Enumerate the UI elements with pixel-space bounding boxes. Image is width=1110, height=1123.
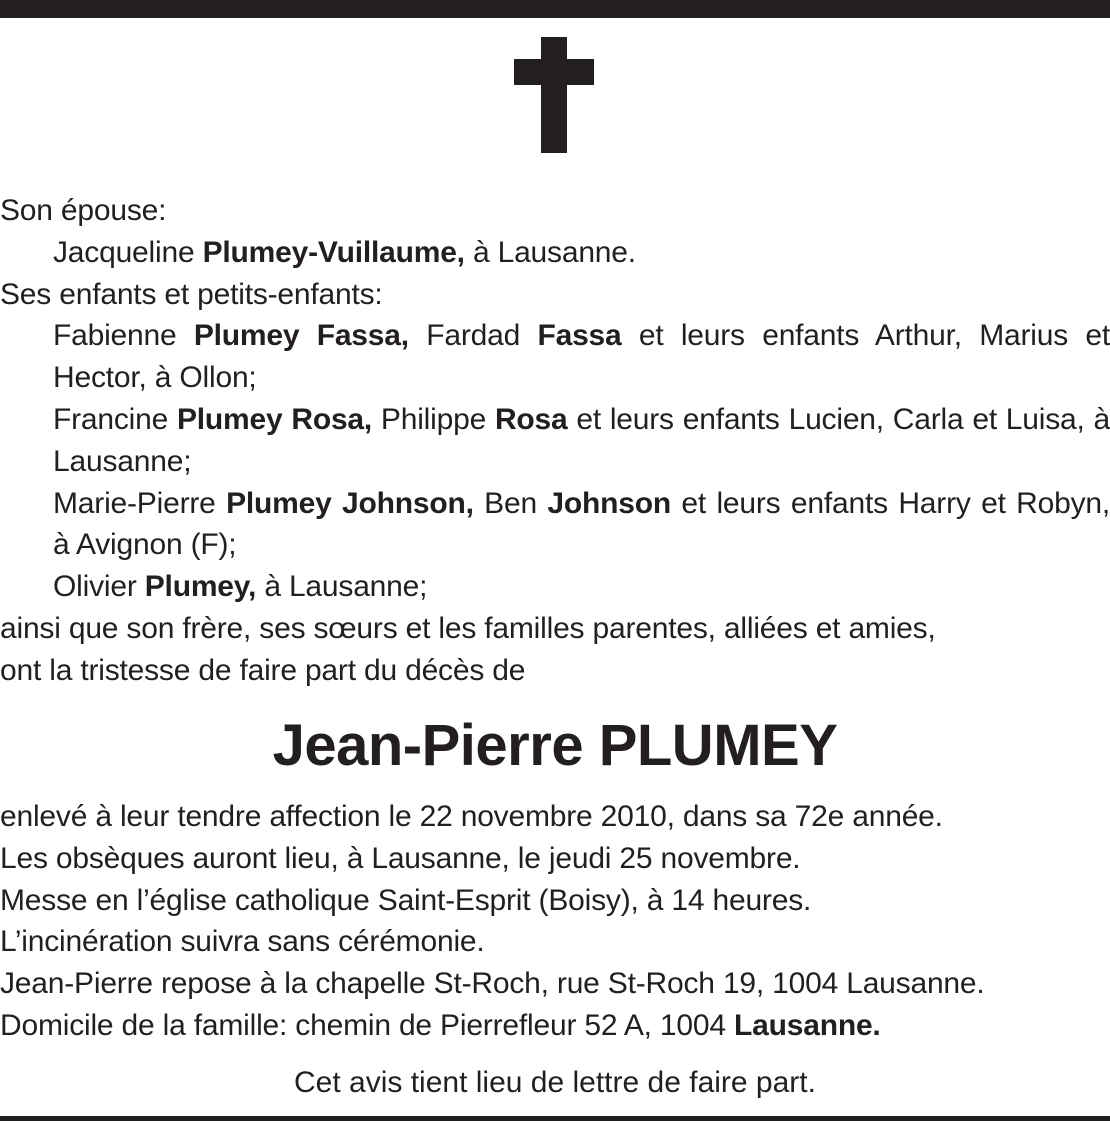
detail-line: Les obsèques auront lieu, à Lausanne, le jeudi 25 novembre. xyxy=(0,841,801,875)
deceased-name: Jean-Pierre PLUMEY xyxy=(272,713,838,778)
relatives-line: ainsi que son frère, ses sœurs et les familles parentes, alliées et amies, xyxy=(0,611,936,645)
domicile-line: Domicile de la famille: chemin de Pierrefleur 52 A, 1004 Lausanne. xyxy=(0,1008,881,1042)
spouse-entry: Jacqueline Plumey-Vuillaume, à Lausanne. xyxy=(53,235,636,269)
family-list xyxy=(0,190,1110,692)
children-label: Ses enfants et petits-enfants: xyxy=(0,277,383,311)
announce-line: ont la tristesse de faire part du décès de xyxy=(0,653,526,687)
spouse-label: Son épouse: xyxy=(0,194,167,227)
detail-line: Messe en l’église catholique Saint-Esprit (Boisy), à 14 heures. xyxy=(0,883,812,917)
closing-line: Cet avis tient lieu de lettre de faire part. xyxy=(294,1066,816,1099)
detail-line: Jean-Pierre repose à la chapelle St-Roch, rue St-Roch 19, 1004 Lausanne. xyxy=(0,967,985,1001)
child-entry: Fabienne Plumey Fassa, Fardad Fassa et leurs enfants Arthur, Marius et Hector, à Ollon; xyxy=(53,319,1110,395)
detail-line: enlevé à leur tendre affection le 22 novembre 2010, dans sa 72e année. xyxy=(0,800,943,833)
funeral-details xyxy=(0,796,1110,1047)
son-entry: Olivier Plumey, à Lausanne; xyxy=(53,570,428,604)
child-entry: Marie-Pierre Plumey Johnson, Ben Johnson et leurs enfants Harry et Robyn, à Avignon (F); xyxy=(53,486,1110,562)
child-entry: Francine Plumey Rosa, Philippe Rosa et leurs enfants Lucien, Carla et Luisa, à Lausanne; xyxy=(53,402,1110,478)
latin-cross-icon xyxy=(514,37,594,153)
top-rule xyxy=(0,0,1110,18)
bottom-rule xyxy=(0,1116,1110,1121)
detail-line: L’incinération suivra sans cérémonie. xyxy=(0,925,485,959)
